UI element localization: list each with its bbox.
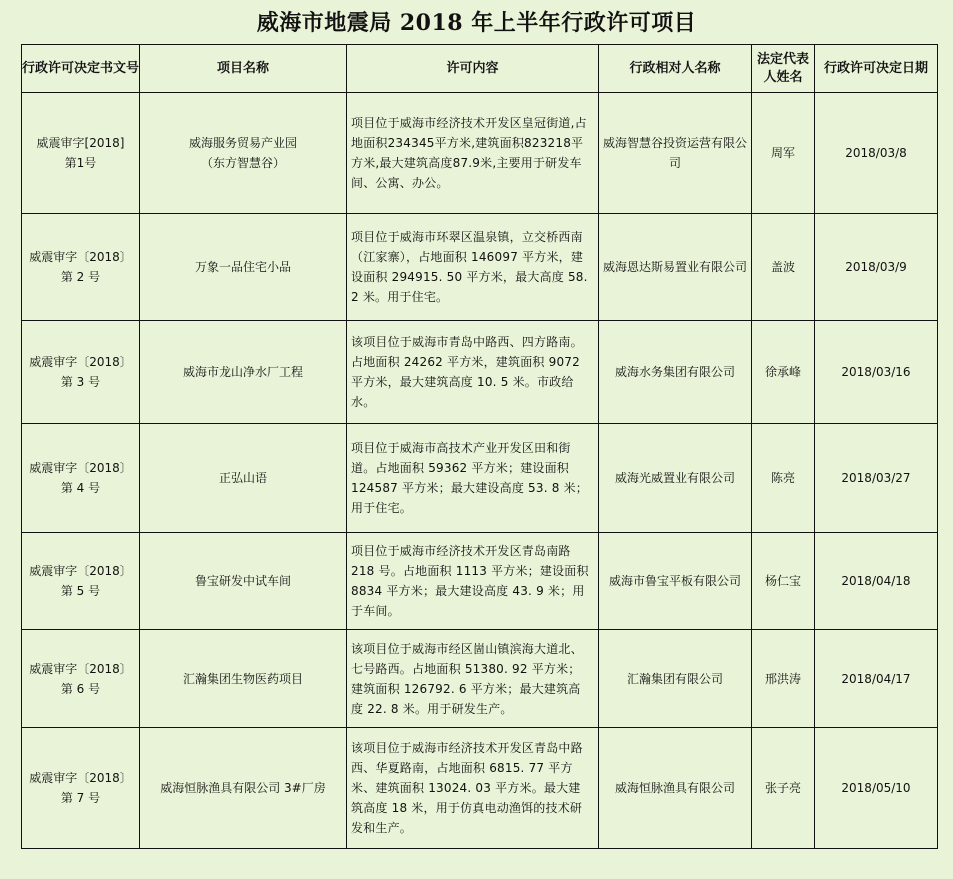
cell-rep: 杨仁宝 <box>752 533 815 630</box>
cell-project-name: 威海市龙山净水厂工程 <box>140 321 347 424</box>
table-header-row <box>22 45 938 93</box>
cell-project-name: 正弘山语 <box>140 424 347 533</box>
cell-date: 2018/03/16 <box>815 321 938 424</box>
cell-date: 2018/03/9 <box>815 214 938 321</box>
header-party: 行政相对人名称 <box>599 45 752 93</box>
cell-content: 该项目位于威海市青岛中路西、四方路南。占地面积 24262 平方米，建筑面积 9072 平方米，最大建筑高度 10. 5 米。市政给水。 <box>347 321 599 424</box>
table-row <box>22 630 938 728</box>
permit-table <box>21 44 938 849</box>
cell-project-name: 威海服务贸易产业园 （东方智慧谷） <box>140 93 347 214</box>
cell-content: 该项目位于威海市经济技术开发区青岛中路西、华夏路南，占地面积 6815. 77 平方米、建筑面积 13024. 03 平方米。最大建筑高度 18 米，用于仿真电动渔饵的技术研发和生产。 <box>347 728 599 849</box>
cell-content: 该项目位于威海市经区崮山镇滨海大道北、七号路西。占地面积 51380. 92 平方米；建筑面积 126792. 6 平方米；最大建筑高度 22. 8 米。用于研发生产。 <box>347 630 599 728</box>
table-row <box>22 321 938 424</box>
cell-rep: 周军 <box>752 93 815 214</box>
header-content: 许可内容 <box>347 45 599 93</box>
cell-project-name: 鲁宝研发中试车间 <box>140 533 347 630</box>
cell-date: 2018/03/27 <box>815 424 938 533</box>
cell-project-name: 汇瀚集团生物医药项目 <box>140 630 347 728</box>
cell-party: 威海光威置业有限公司 <box>599 424 752 533</box>
table-row <box>22 728 938 849</box>
table-row <box>22 214 938 321</box>
cell-date: 2018/05/10 <box>815 728 938 849</box>
cell-party: 威海水务集团有限公司 <box>599 321 752 424</box>
cell-party: 威海恒脉渔具有限公司 <box>599 728 752 849</box>
cell-doc-no: 威震审字[2018] 第1号 <box>22 93 140 214</box>
header-project-name: 项目名称 <box>140 45 347 93</box>
cell-doc-no: 威震审字〔2018〕 第 4 号 <box>22 424 140 533</box>
cell-doc-no: 威震审字〔2018〕 第 3 号 <box>22 321 140 424</box>
cell-content: 项目位于威海市经济技术开发区青岛南路 218 号。占地面积 1113 平方米；建设面积 8834 平方米；最大建设高度 43. 9 米；用于车间。 <box>347 533 599 630</box>
cell-date: 2018/04/18 <box>815 533 938 630</box>
cell-rep: 陈亮 <box>752 424 815 533</box>
table-row <box>22 533 938 630</box>
cell-rep: 徐承峰 <box>752 321 815 424</box>
cell-content: 项目位于威海市高技术产业开发区田和街道。占地面积 59362 平方米；建设面积 124587 平方米；最大建设高度 53. 8 米；用于住宅。 <box>347 424 599 533</box>
cell-doc-no: 威震审字〔2018〕 第 7 号 <box>22 728 140 849</box>
table-row <box>22 93 938 214</box>
cell-doc-no: 威震审字〔2018〕 第 5 号 <box>22 533 140 630</box>
cell-date: 2018/03/8 <box>815 93 938 214</box>
cell-rep: 张子亮 <box>752 728 815 849</box>
cell-doc-no: 威震审字〔2018〕 第 2 号 <box>22 214 140 321</box>
cell-party: 威海智慧谷投资运营有限公司 <box>599 93 752 214</box>
cell-rep: 邢洪涛 <box>752 630 815 728</box>
cell-content: 项目位于威海市经济技术开发区皇冠街道,占地面积234345平方米,建筑面积823218平方米,最大建筑高度87.9米,主要用于研发车间、公寓、办公。 <box>347 93 599 214</box>
cell-party: 威海恩达斯易置业有限公司 <box>599 214 752 321</box>
cell-rep: 盖波 <box>752 214 815 321</box>
cell-doc-no: 威震审字〔2018〕 第 6 号 <box>22 630 140 728</box>
cell-project-name: 威海恒脉渔具有限公司 3#厂房 <box>140 728 347 849</box>
header-doc-no: 行政许可决定书文号 <box>22 45 140 93</box>
page-title: 威海市地震局 2018 年上半年行政许可项目 <box>256 10 697 36</box>
header-rep: 法定代表人姓名 <box>752 45 815 93</box>
table-row <box>22 424 938 533</box>
cell-content: 项目位于威海市环翠区温泉镇，立交桥西南（江家寨），占地面积 146097 平方米，建设面积 294915. 50 平方米，最大高度 58. 2 米。用于住宅。 <box>347 214 599 321</box>
cell-party: 威海市鲁宝平板有限公司 <box>599 533 752 630</box>
cell-date: 2018/04/17 <box>815 630 938 728</box>
header-date: 行政许可决定日期 <box>815 45 938 93</box>
cell-party: 汇瀚集团有限公司 <box>599 630 752 728</box>
cell-project-name: 万象一品住宅小品 <box>140 214 347 321</box>
